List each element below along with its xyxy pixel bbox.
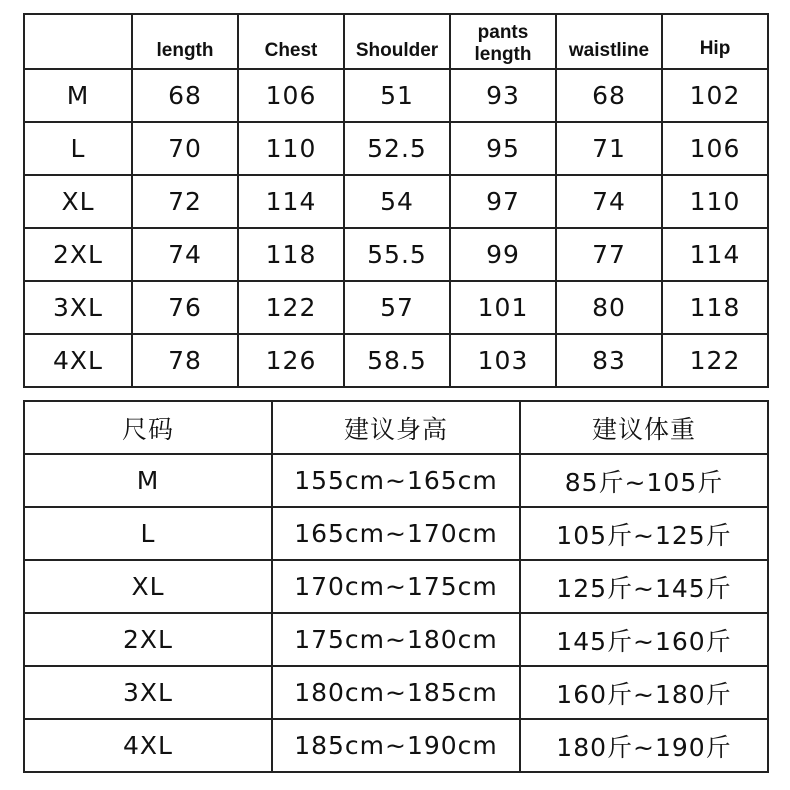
hip-value: 118 (662, 281, 768, 334)
pants-length-value: 97 (450, 175, 556, 228)
size-recommendation-table (23, 400, 769, 773)
waistline-value: 74 (556, 175, 662, 228)
length-value: 68 (132, 69, 238, 122)
chest-value: 106 (238, 69, 344, 122)
pants-length-value: 103 (450, 334, 556, 387)
chest-value: 110 (238, 122, 344, 175)
height-range: 165cm~170cm (272, 507, 520, 560)
header-hip: Hip (662, 14, 768, 69)
length-value: 72 (132, 175, 238, 228)
header-recommended-height: 建议身高 (272, 401, 520, 454)
header-waistline: waistline (556, 14, 662, 69)
chest-value: 122 (238, 281, 344, 334)
chest-value: 114 (238, 175, 344, 228)
waistline-value: 77 (556, 228, 662, 281)
length-value: 78 (132, 334, 238, 387)
weight-range: 85斤~105斤 (520, 454, 768, 507)
header-length: length (132, 14, 238, 69)
size-measurement-table (23, 13, 769, 388)
size-label: 2XL (24, 228, 132, 281)
header-size-code: 尺码 (24, 401, 272, 454)
table-row (24, 454, 768, 507)
size-label: 2XL (24, 613, 272, 666)
recommendation-header-row (24, 401, 768, 454)
shoulder-value: 55.5 (344, 228, 450, 281)
length-value: 76 (132, 281, 238, 334)
header-recommended-weight: 建议体重 (520, 401, 768, 454)
hip-value: 114 (662, 228, 768, 281)
height-range: 180cm~185cm (272, 666, 520, 719)
hip-value: 110 (662, 175, 768, 228)
table-row (24, 507, 768, 560)
table-row (24, 228, 768, 281)
pants-length-value: 95 (450, 122, 556, 175)
waistline-value: 71 (556, 122, 662, 175)
chest-value: 118 (238, 228, 344, 281)
shoulder-value: 57 (344, 281, 450, 334)
header-pants-line1: pants (477, 22, 529, 43)
size-label: 4XL (24, 719, 272, 772)
weight-range: 145斤~160斤 (520, 613, 768, 666)
length-value: 70 (132, 122, 238, 175)
waistline-value: 68 (556, 69, 662, 122)
weight-range: 125斤~145斤 (520, 560, 768, 613)
shoulder-value: 54 (344, 175, 450, 228)
header-pants-line2: length (474, 44, 532, 65)
table-row (24, 122, 768, 175)
weight-range: 105斤~125斤 (520, 507, 768, 560)
waistline-value: 80 (556, 281, 662, 334)
chest-value: 126 (238, 334, 344, 387)
size-label: 3XL (24, 666, 272, 719)
hip-value: 106 (662, 122, 768, 175)
height-range: 185cm~190cm (272, 719, 520, 772)
table-row (24, 175, 768, 228)
size-label: 3XL (24, 281, 132, 334)
table-row (24, 281, 768, 334)
pants-length-value: 93 (450, 69, 556, 122)
pants-length-value: 99 (450, 228, 556, 281)
header-chest: Chest (238, 14, 344, 69)
hip-value: 122 (662, 334, 768, 387)
table-row (24, 719, 768, 772)
height-range: 175cm~180cm (272, 613, 520, 666)
waistline-value: 83 (556, 334, 662, 387)
table-row (24, 334, 768, 387)
weight-range: 180斤~190斤 (520, 719, 768, 772)
length-value: 74 (132, 228, 238, 281)
size-label: 4XL (24, 334, 132, 387)
pants-length-value: 101 (450, 281, 556, 334)
weight-range: 160斤~180斤 (520, 666, 768, 719)
shoulder-value: 52.5 (344, 122, 450, 175)
size-table-header-row (24, 14, 768, 69)
size-label: L (24, 122, 132, 175)
size-label: M (24, 69, 132, 122)
shoulder-value: 58.5 (344, 334, 450, 387)
size-label: L (24, 507, 272, 560)
table-row (24, 560, 768, 613)
hip-value: 102 (662, 69, 768, 122)
header-size-blank (24, 14, 132, 69)
size-label: XL (24, 175, 132, 228)
header-pants-length (450, 14, 556, 69)
header-shoulder: Shoulder (344, 14, 450, 69)
size-label: M (24, 454, 272, 507)
shoulder-value: 51 (344, 69, 450, 122)
size-label: XL (24, 560, 272, 613)
height-range: 155cm~165cm (272, 454, 520, 507)
table-row (24, 666, 768, 719)
table-row (24, 613, 768, 666)
table-row (24, 69, 768, 122)
height-range: 170cm~175cm (272, 560, 520, 613)
